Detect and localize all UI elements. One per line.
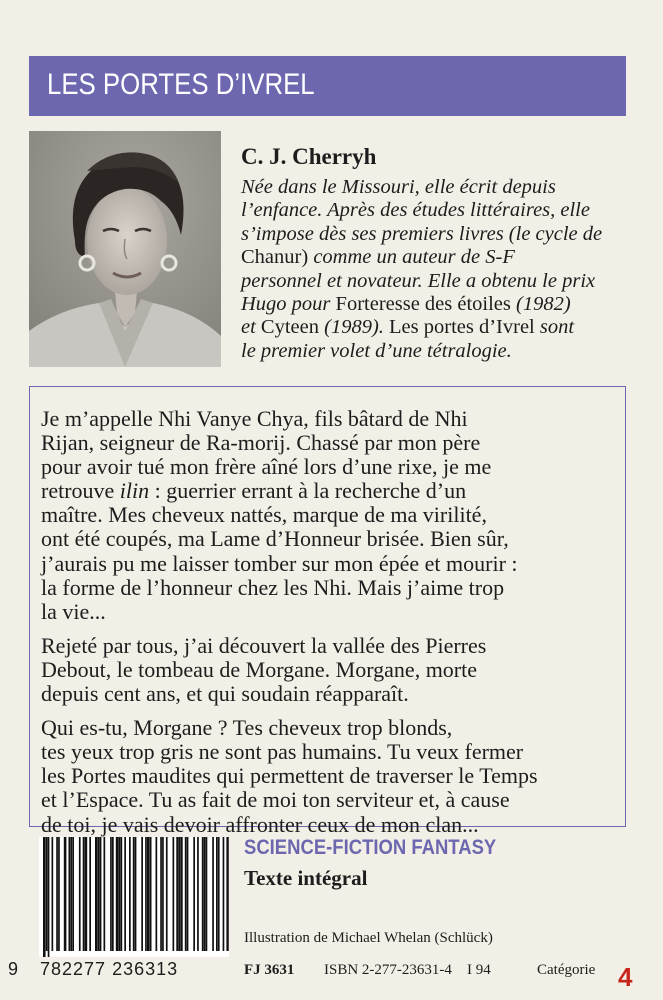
text-line	[41, 788, 621, 812]
text-segment: Rejeté par tous, j’ai découvert la vallée des Pierres	[41, 632, 487, 658]
isbn: ISBN 2-277-23631-4	[324, 962, 452, 978]
text-line	[241, 316, 626, 339]
barcode-bar	[58, 837, 60, 951]
barcode-bar	[79, 837, 81, 951]
barcode-bar	[181, 837, 183, 951]
text-line	[41, 682, 621, 706]
author-biography	[241, 176, 626, 363]
text-segment: Hugo pour	[241, 293, 336, 316]
text-segment: les Portes maudites qui permettent de traverser le Temps	[41, 763, 538, 789]
text-segment: Je m’appelle Nhi Vanye Chya, fils bâtard de Nhi	[41, 406, 468, 431]
text-segment: Les portes d’Ivrel	[389, 316, 540, 339]
text-line	[241, 270, 626, 293]
barcode-bar	[145, 837, 147, 951]
barcode-bar	[223, 837, 225, 951]
print-code: I 94	[467, 962, 491, 978]
barcode-bar	[52, 837, 54, 951]
text-segment: la forme de l’honneur chez les Nhi. Mais j’aime trop	[41, 574, 505, 600]
text-line	[41, 552, 621, 576]
barcode-bar	[104, 837, 106, 951]
barcode-bar	[226, 837, 228, 951]
text-segment: et	[241, 316, 261, 339]
text-segment: j’aurais pu me laisser tomber sur mon épée et mourir :	[41, 550, 518, 576]
text-segment: depuis cent ans, et qui soudain réapparaît.	[41, 681, 409, 707]
text-segment: Née dans le Missouri, elle écrit depuis	[241, 176, 556, 198]
text-line	[241, 199, 626, 222]
barcode-bar	[216, 837, 218, 951]
barcode-bar	[218, 837, 220, 951]
text-line	[41, 407, 621, 431]
barcode-bar	[204, 837, 206, 951]
barcode	[39, 837, 229, 957]
text-segment: Chanur)	[241, 246, 314, 269]
author-photo	[29, 131, 221, 367]
barcode-bar	[121, 837, 123, 951]
text-segment: Rijan, seigneur de Ra-morij. Chassé par mon père	[41, 430, 481, 456]
barcode-bar	[178, 837, 181, 951]
barcode-bar	[206, 837, 208, 951]
text-segment: et l’Espace. Tu as fait de moi ton serviteur et, à cause	[41, 787, 510, 813]
book-summary	[41, 407, 621, 837]
edition-label: Texte intégral	[244, 866, 368, 890]
text-segment: ont été coupés, ma Lame d’Honneur brisée. Bien sûr,	[41, 526, 509, 552]
text-line	[41, 658, 621, 682]
barcode-bar	[135, 837, 137, 951]
barcode-bar	[72, 837, 74, 951]
illustration-credit: Illustration de Michael Whelan (Schlück)	[244, 930, 493, 946]
text-segment: (1982)	[516, 293, 571, 316]
text-segment: sont	[539, 316, 575, 339]
text-segment: le premier volet d’une tétralogie.	[241, 339, 512, 362]
barcode-bar	[147, 837, 150, 951]
barcode-bar	[119, 837, 121, 951]
barcode-bar	[116, 837, 119, 951]
barcode-bar	[98, 837, 100, 951]
text-line	[41, 431, 621, 455]
genre-label: SCIENCE-FICTION FANTASY	[244, 836, 497, 859]
text-line	[241, 246, 626, 269]
barcode-bar	[176, 837, 178, 951]
barcode-bar	[141, 837, 143, 951]
text-segment: retrouve	[41, 478, 120, 504]
barcode-bar	[162, 837, 164, 951]
barcode-bar	[56, 837, 58, 951]
category-label: Catégorie	[537, 962, 596, 978]
text-segment: la vie...	[41, 598, 106, 624]
barcode-bar	[156, 837, 158, 951]
author-name: C. J. Cherryh	[241, 144, 377, 169]
text-line	[241, 176, 626, 199]
barcode-bar	[193, 837, 195, 951]
barcode-bar	[212, 837, 214, 951]
barcode-bar	[197, 837, 199, 951]
text-segment: tes yeux trop gris ne sont pas humains. Tu veux fermer	[41, 739, 524, 765]
barcode-bar	[89, 837, 91, 951]
text-line	[41, 455, 621, 479]
barcode-bar	[46, 837, 48, 951]
barcode-bar	[110, 837, 112, 951]
text-segment: Qui es-tu, Morgane ? Tes cheveux trop blonds,	[41, 715, 453, 741]
text-line	[41, 600, 621, 624]
barcode-bar	[173, 837, 175, 951]
barcode-bar	[150, 837, 152, 951]
barcode-bar	[228, 837, 229, 951]
text-segment: ilin	[119, 478, 150, 504]
barcode-bar	[64, 837, 67, 951]
barcode-bar	[85, 837, 88, 951]
book-title: LES PORTES D’IVREL	[47, 68, 315, 101]
barcode-bar	[124, 837, 126, 951]
barcode-bar	[185, 837, 187, 951]
text-segment: pour avoir tué mon frère aîné lors d’une rixe, je me	[41, 454, 492, 480]
text-segment: (1989).	[324, 316, 390, 339]
barcode-bar	[83, 837, 85, 951]
text-line	[41, 527, 621, 551]
text-line	[41, 634, 621, 658]
text-segment: personnel et novateur. Elle a obtenu le prix	[241, 269, 596, 292]
text-line	[241, 293, 626, 316]
text-segment: s’impose dès ses premiers livres (le cycle de	[241, 222, 603, 245]
barcode-bar	[112, 837, 114, 951]
text-line	[41, 576, 621, 600]
barcode-bar	[133, 837, 135, 951]
text-segment: Cyteen	[260, 316, 325, 339]
text-segment: Forteresse des étoiles	[335, 293, 517, 316]
text-segment: l’enfance. Après des études littéraires, elle	[241, 199, 590, 222]
text-line	[241, 223, 626, 246]
category-number: 4	[618, 962, 633, 992]
text-segment: : guerrier errant à la recherche d’un	[149, 478, 467, 504]
barcode-bar	[95, 837, 98, 951]
text-segment: Debout, le tombeau de Morgane. Morgane, morte	[41, 656, 478, 682]
barcode-first-digit: 9	[8, 959, 20, 979]
barcode-number: 782277 236313	[40, 959, 179, 979]
author-portrait-image	[29, 131, 221, 367]
text-line	[41, 813, 621, 837]
barcode-bar	[70, 837, 72, 951]
barcode-bar	[100, 837, 102, 951]
barcode-bar	[187, 837, 189, 951]
barcode-bar	[48, 837, 50, 957]
text-line	[41, 716, 621, 740]
barcode-bar	[202, 837, 204, 951]
text-segment: de toi, je vais devoir affronter ceux de mon clan...	[41, 811, 479, 837]
barcode-bar	[43, 837, 46, 957]
barcode-bar	[160, 837, 162, 951]
text-line	[41, 764, 621, 788]
text-segment: comme un auteur de S-F	[313, 246, 515, 269]
text-line	[41, 503, 621, 527]
barcode-bar	[69, 837, 71, 951]
barcode-bar	[166, 837, 168, 951]
publication-info	[244, 962, 644, 992]
text-line	[241, 340, 626, 363]
barcode-bar	[129, 837, 131, 951]
text-line	[41, 479, 621, 503]
text-segment: maître. Mes cheveux nattés, marque de ma virilité,	[41, 502, 487, 528]
collection-number: FJ 3631	[244, 962, 295, 978]
title-banner	[29, 56, 626, 116]
text-line	[41, 740, 621, 764]
